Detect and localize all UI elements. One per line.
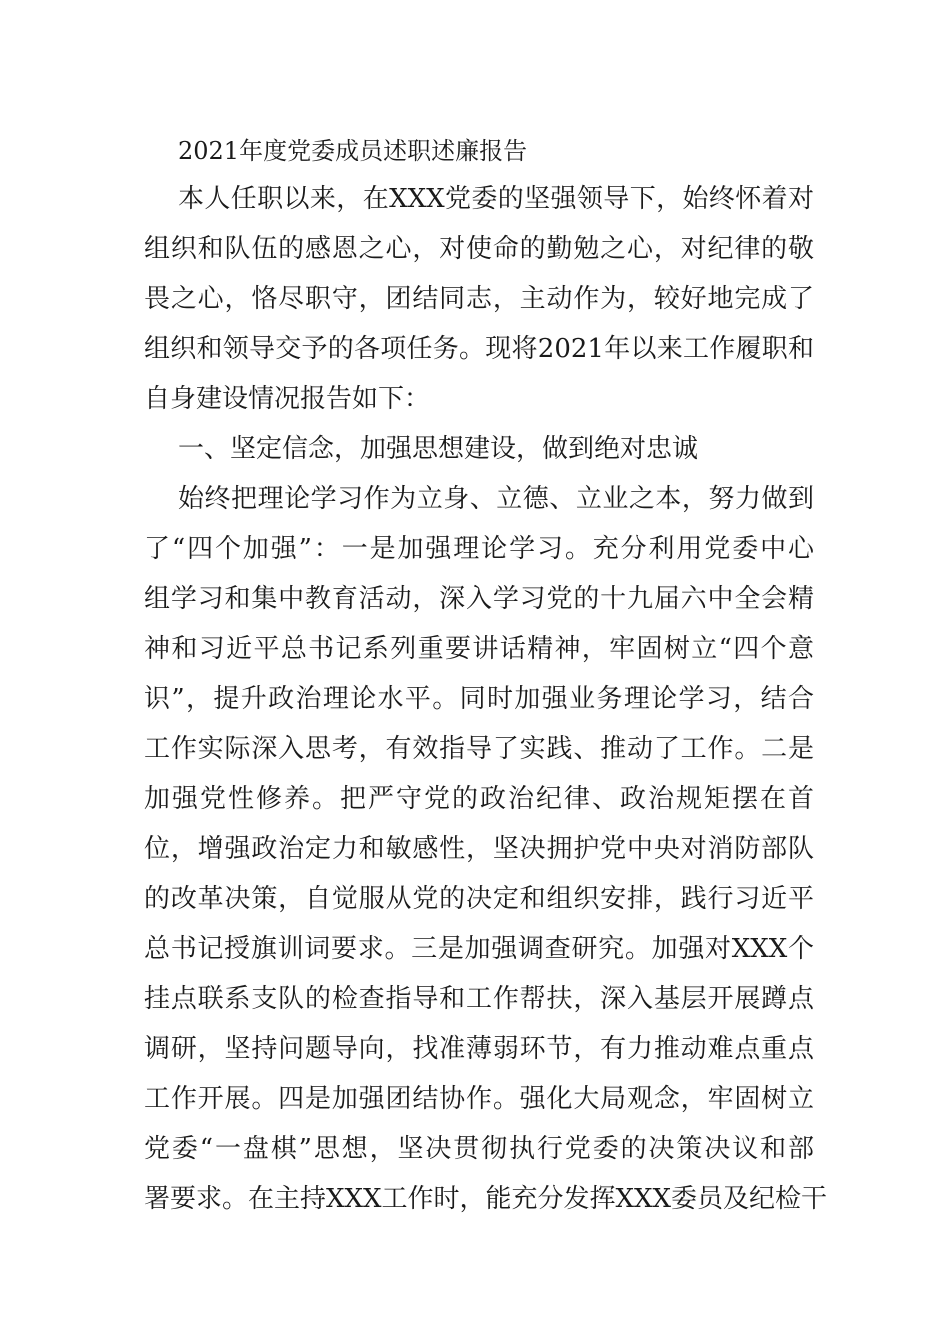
paragraph-line: 组学习和集中教育活动，深入学习党的十九届六中全会精 (144, 584, 814, 614)
paragraph-line: 工作开展。四是加强团结协作。强化大局观念，牢固树立 (144, 1084, 814, 1114)
paragraph-line: 党委“一盘棋”思想，坚决贯彻执行党委的决策决议和部 (144, 1134, 814, 1164)
paragraph-line: 位，增强政治定力和敏感性，坚决拥护党中央对消防部队 (144, 834, 814, 864)
paragraph-line: 自身建设情况报告如下： (144, 384, 431, 414)
paragraph-line: 始终把理论学习作为立身、立德、立业之本，努力做到 (178, 484, 814, 514)
paragraph-line: 本人任职以来，在XXX党委的坚强领导下，始终怀着对 (178, 184, 814, 214)
paragraph-line: 畏之心，恪尽职守，团结同志，主动作为，较好地完成了 (144, 284, 814, 314)
paragraph-line: 挂点联系支队的检查指导和工作帮扶，深入基层开展蹲点 (144, 984, 814, 1014)
paragraph-line: 工作实际深入思考，有效指导了实践、推动了工作。二是 (144, 734, 814, 764)
paragraph-line: 组织和领导交予的各项任务。现将2021年以来工作履职和 (144, 334, 814, 364)
paragraph-line: 署要求。在主持XXX工作时，能充分发挥XXX委员及纪检干 (144, 1184, 828, 1214)
paragraph-line: 组织和队伍的感恩之心，对使命的勤勉之心，对纪律的敬 (144, 234, 814, 264)
section-heading: 一、坚定信念，加强思想建设，做到绝对忠诚 (178, 434, 699, 464)
paragraph-line: 调研，坚持问题导向，找准薄弱环节，有力推动难点重点 (144, 1034, 814, 1064)
document-title: 2021年度党委成员述职述廉报告 (178, 137, 528, 165)
paragraph-line: 加强党性修养。把严守党的政治纪律、政治规矩摆在首 (144, 784, 814, 814)
paragraph-line: 总书记授旗训词要求。三是加强调查研究。加强对XXX个 (144, 934, 814, 964)
paragraph-line: 的改革决策，自觉服从党的决定和组织安排，践行习近平 (144, 884, 814, 914)
paragraph-line: 了“四个加强”：一是加强理论学习。充分利用党委中心 (144, 534, 814, 564)
paragraph-line: 识”，提升政治理论水平。同时加强业务理论学习，结合 (144, 684, 814, 714)
paragraph-line: 神和习近平总书记系列重要讲话精神，牢固树立“四个意 (144, 634, 814, 664)
